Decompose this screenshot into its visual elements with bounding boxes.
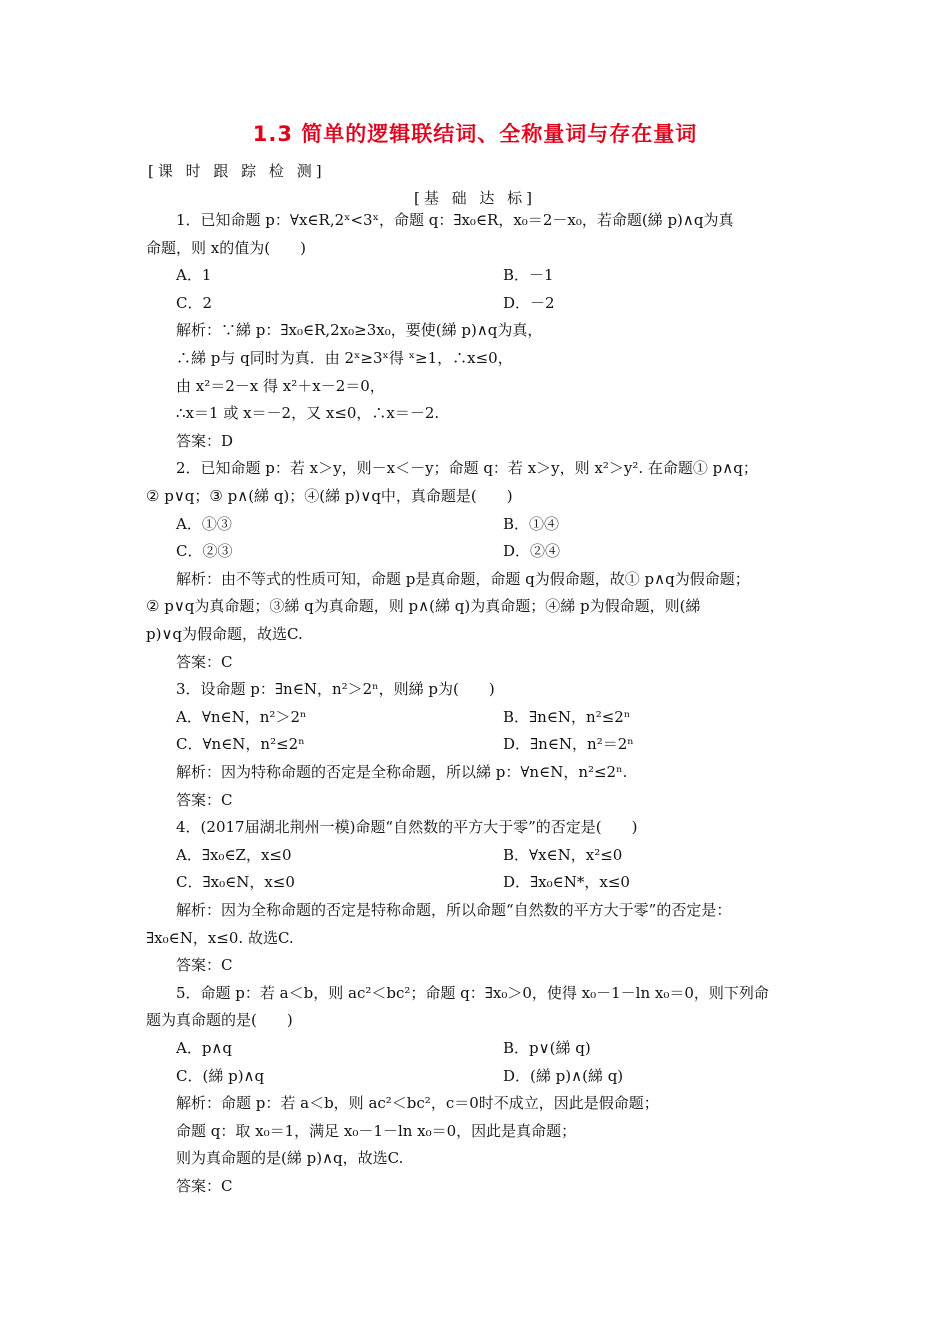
text-line: 答案：D [176, 432, 234, 450]
text-line: 5．命题 p：若 a＜b，则 ac²＜bc²；命题 q：∃x₀＞0，使得 x₀－1－ln x₀＝0，则下列命 [176, 984, 769, 1002]
text-line: ∃x₀∈N，x≤0. 故选C. [146, 929, 294, 947]
text-line: 1．已知命题 p：∀x∈R,2ˣ<3ˣ，命题 q：∃x₀∈R，x₀＝2－x₀，若命题(綈 p)∧q为真 [176, 211, 734, 229]
option-b: D．∃n∈N，n²＝2ⁿ [503, 735, 634, 753]
option-a: C．②③ [176, 542, 233, 560]
option-b: B．①④ [503, 515, 560, 533]
option-a: C．2 [176, 294, 213, 312]
text-line: 则为真命题的是(綈 p)∧q，故选C. [176, 1149, 404, 1167]
option-b: B．∃n∈N，n²≤2ⁿ [503, 708, 631, 726]
text-line: 由 x²＝2－x 得 x²＋x－2＝0， [176, 377, 385, 395]
option-a: A．1 [176, 266, 212, 284]
option-a: A．p∧q [176, 1039, 233, 1057]
option-a: C．∀n∈N，n²≤2ⁿ [176, 735, 305, 753]
subheading: [课 时 跟 踪 检 测] [148, 162, 326, 180]
section-heading: [基 础 达 标] [413, 189, 536, 207]
text-line: 答案：C [176, 956, 233, 974]
text-line: ② p∨q；③ p∧(綈 q)；④(綈 p)∨q中，真命题是( ) [146, 487, 513, 505]
text-line: 解析：因为特称命题的否定是全称命题，所以綈 p：∀n∈N，n²≤2ⁿ. [176, 763, 628, 781]
option-b: D．∃x₀∈N*，x≤0 [503, 873, 630, 891]
text-line: ② p∨q为真命题；③綈 q为真命题，则 p∧(綈 q)为真命题；④綈 p为假命题，则(綈 [146, 597, 701, 615]
text-line: 答案：C [176, 791, 233, 809]
option-a: C．(綈 p)∧q [176, 1067, 265, 1085]
page-title: 1.3 简单的逻辑联结词、全称量词与存在量词 [252, 122, 698, 146]
option-a: A．∀n∈N，n²＞2ⁿ [176, 708, 307, 726]
option-b: B．－1 [503, 266, 554, 284]
text-line: 解析：由不等式的性质可知，命题 p是真命题，命题 q为假命题，故① p∧q为假命题； [176, 570, 750, 588]
text-line: ∴x＝1 或 x＝－2，又 x≤0，∴x＝－2. [176, 404, 440, 422]
text-line: 命题 q：取 x₀＝1，满足 x₀－1－ln x₀＝0，因此是真命题； [176, 1122, 577, 1140]
option-b: D．(綈 p)∧(綈 q) [503, 1067, 624, 1085]
option-b: B．∀x∈N，x²≤0 [503, 846, 623, 864]
text-line: 2．已知命题 p：若 x＞y，则－x＜－y；命题 q：若 x＞y，则 x²＞y². 在命题① p∧q； [176, 459, 758, 477]
text-line: 命题，则 x的值为( ) [146, 239, 306, 257]
text-line: p)∨q为假命题，故选C. [146, 625, 303, 643]
text-line: ∴綈 p与 q同时为真．由 2ˣ≥3ˣ得 ˣ≥1，∴x≤0， [176, 349, 513, 367]
option-b: D．－2 [503, 294, 555, 312]
text-line: 3．设命题 p：∃n∈N，n²＞2ⁿ，则綈 p为( ) [176, 680, 495, 698]
option-a: C．∃x₀∈N，x≤0 [176, 873, 295, 891]
text-line: 解析：因为全称命题的否定是特称命题，所以命题“自然数的平方大于零”的否定是： [176, 901, 732, 919]
text-line: 题为真命题的是( ) [146, 1011, 293, 1029]
text-line: 答案：C [176, 653, 233, 671]
option-b: B．p∨(綈 q) [503, 1039, 591, 1057]
option-b: D．②④ [503, 542, 561, 560]
text-line: 解析：命题 p：若 a＜b，则 ac²＜bc²，c＝0时不成立，因此是假命题； [176, 1094, 659, 1112]
option-a: A．①③ [176, 515, 232, 533]
option-a: A．∃x₀∈Z，x≤0 [176, 846, 292, 864]
text-line: 答案：C [176, 1177, 233, 1195]
text-line: 4．(2017届湖北荆州一模)命题“自然数的平方大于零”的否定是( ) [176, 818, 638, 836]
text-line: 解析：∵綈 p：∃x₀∈R,2x₀≥3x₀，要使(綈 p)∧q为真， [176, 321, 543, 339]
